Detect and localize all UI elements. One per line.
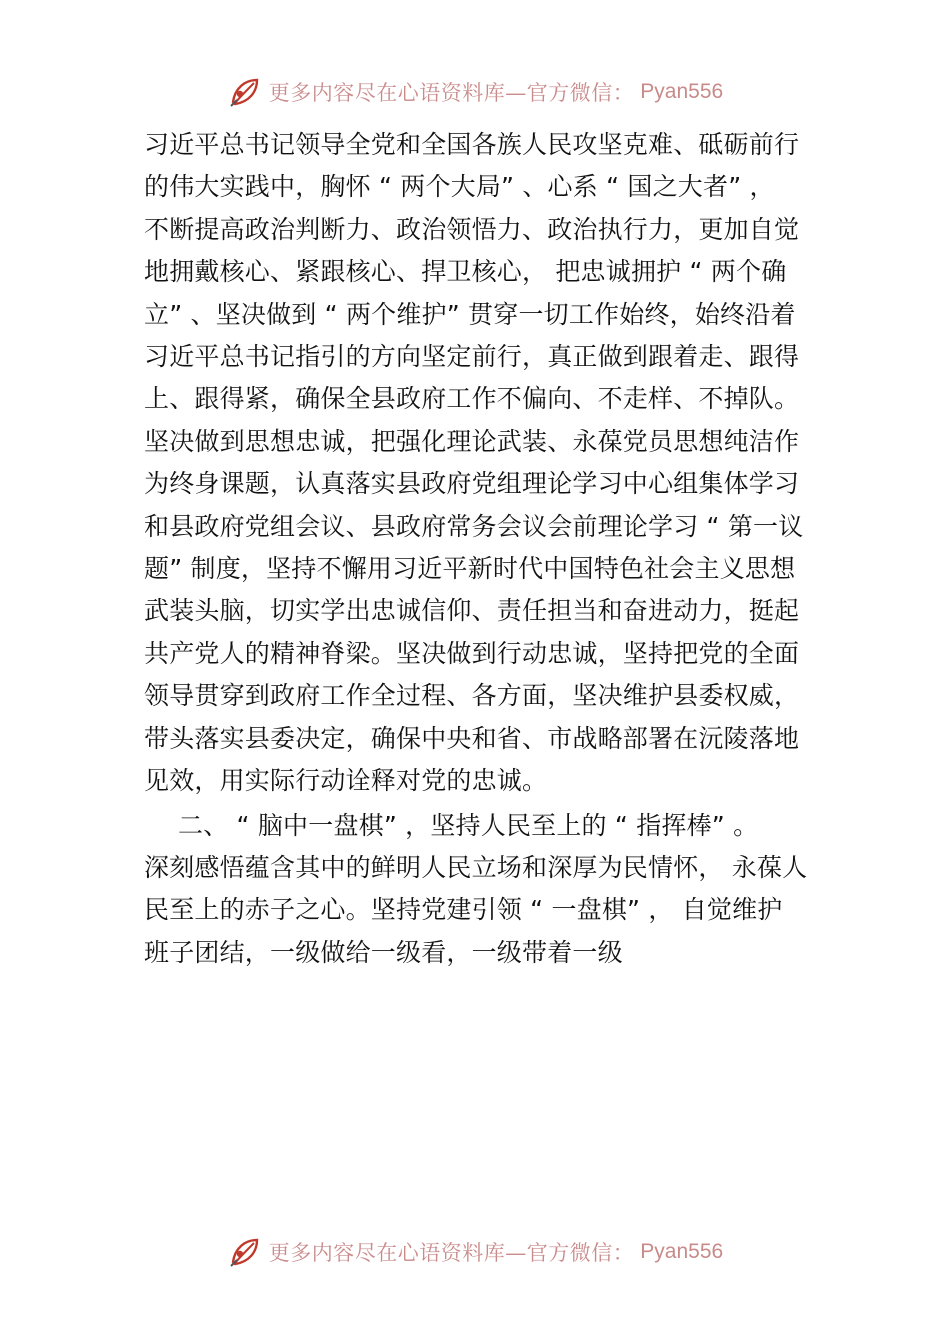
text-line: 民至上的赤子之心。坚持党建引领 “ 一盘棋” ， 自觉维护 — [144, 895, 783, 925]
leaf-logo-icon — [227, 74, 263, 110]
header-watermark — [0, 72, 950, 112]
text-line: 深刻感悟蕴含其中的鲜明人民立场和深厚为民情怀， 永葆人 — [144, 852, 808, 882]
text-line: 上、跟得紧，确保全县政府工作不偏向、不走样、不掉队。 — [144, 384, 800, 414]
text-line: 地拥戴核心、紧跟核心、捍卫核心， 把忠诚拥护 “ 两个确 — [144, 257, 787, 287]
document-body — [144, 124, 824, 974]
text-line: 带头落实县委决定，确保中央和省、市战略部署在沅陵落地 — [144, 723, 800, 753]
text-line: 武装头脑，切实学出忠诚信仰、责任担当和奋进动力，挺起 — [144, 596, 800, 626]
watermark-text: 更多内容尽在心语资料库—官方微信： — [268, 81, 635, 105]
text-line: 和县政府党组会议、县政府常务会议会前理论学习 “ 第一议 — [144, 511, 804, 541]
text-line: 的伟大实践中，胸怀 “ 两个大局” 、心系 “ 国之大者” ， — [144, 172, 775, 202]
leaf-logo-icon — [227, 1234, 263, 1270]
text-line: 领导贯穿到政府工作全过程、各方面，坚决维护县委权威， — [144, 681, 800, 711]
text-line: 习近平总书记指引的方向坚定前行，真正做到跟着走、跟得 — [144, 342, 800, 372]
watermark-account: Pyan556 — [640, 1240, 724, 1263]
paragraph-1 — [144, 124, 824, 803]
footer-watermark — [0, 1232, 950, 1272]
section-heading: 二、 “ 脑中一盘棋” ，坚持人民至上的 “ 指挥棒” 。 — [178, 810, 759, 840]
text-line: 坚决做到思想忠诚，把强化理论武装、永葆党员思想纯洁作 — [144, 426, 800, 456]
text-line: 班子团结，一级做给一级看，一级带着一级 — [144, 937, 623, 967]
watermark-account: Pyan556 — [640, 80, 724, 103]
text-line: 共产党人的精神脊梁。坚决做到行动忠诚，坚持把党的全面 — [144, 638, 800, 668]
text-line: 习近平总书记领导全党和全国各族人民攻坚克难、砥砺前行 — [144, 130, 800, 159]
paragraph-2 — [144, 805, 824, 975]
text-line: 不断提高政治判断力、政治领悟力、政治执行力，更加自觉 — [144, 214, 800, 244]
text-line: 题” 制度，坚持不懈用习近平新时代中国特色社会主义思想 — [144, 554, 796, 584]
text-line: 为终身课题，认真落实县政府党组理论学习中心组集体学习 — [144, 469, 800, 499]
text-line: 见效，用实际行动诠释对党的忠诚。 — [144, 766, 548, 796]
text-line: 立” 、坚决做到 “ 两个维护” 贯穿一切工作始终，始终沿着 — [144, 299, 796, 329]
watermark-text: 更多内容尽在心语资料库—官方微信： — [268, 1241, 635, 1265]
